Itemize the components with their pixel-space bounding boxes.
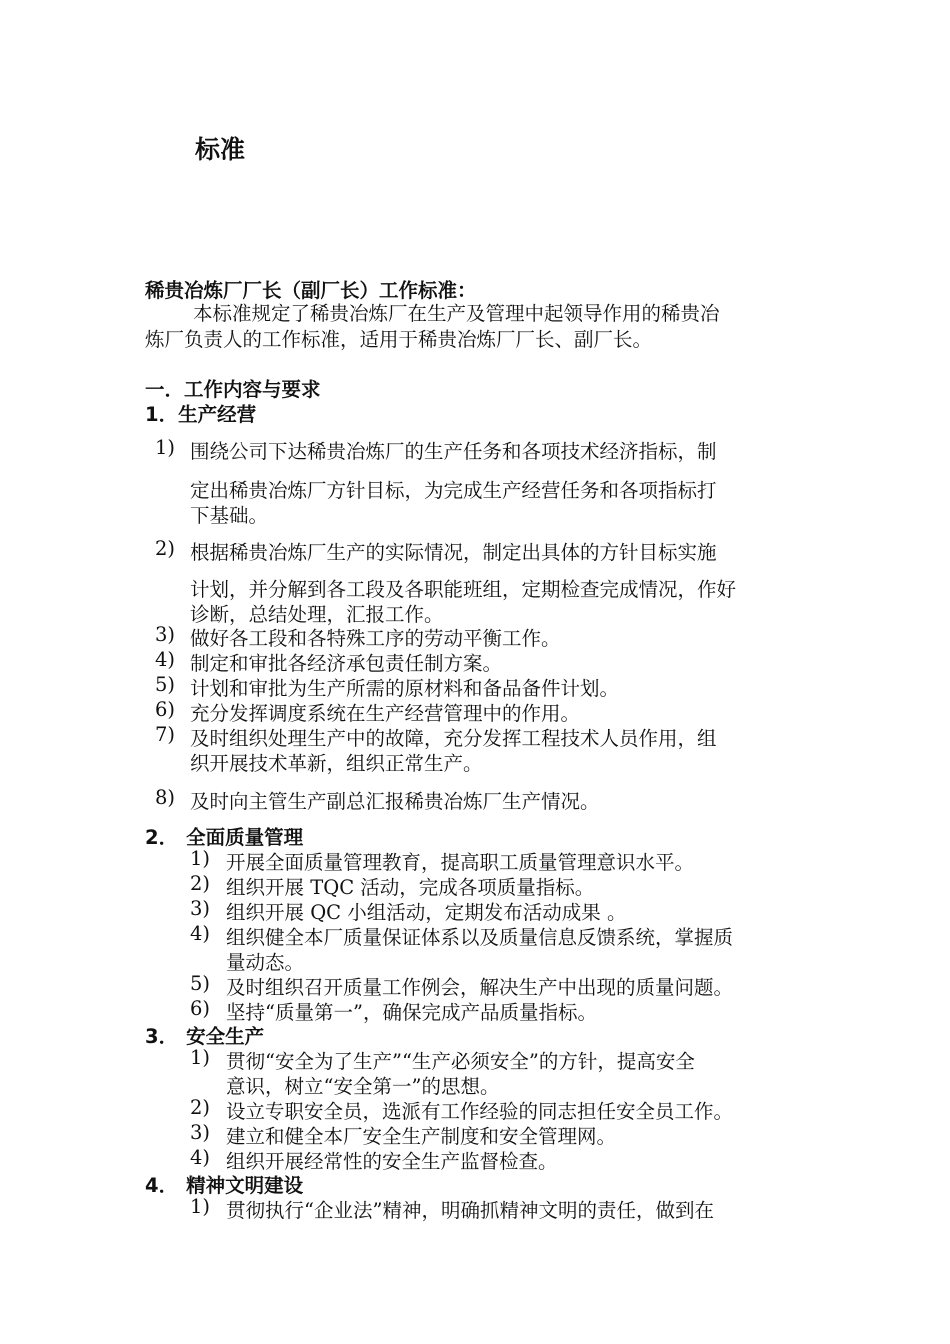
item-number: 3) <box>189 897 210 920</box>
part-heading: 一．工作内容与要求 <box>145 378 321 401</box>
item-text-line: 制定和审批各经济承包责任制方案。 <box>190 652 503 675</box>
item-number: 2) <box>189 1096 210 1119</box>
item-text-line: 量动态。 <box>226 951 305 974</box>
item-number: 4) <box>154 648 175 671</box>
item-number: 1) <box>154 436 175 459</box>
item-text-line: 及时组织处理生产中的故障，充分发挥工程技术人员作用，组 <box>190 727 717 750</box>
item-text-line: 建立和健全本厂安全生产制度和安全管理网。 <box>226 1125 617 1148</box>
item-number: 7) <box>154 723 175 746</box>
item-number: 5) <box>189 972 210 995</box>
item-number: 4) <box>189 922 210 945</box>
item-number: 6) <box>189 997 210 1020</box>
item-text-line: 诊断，总结处理，汇报工作。 <box>190 603 444 626</box>
item-text-line: 意识，树立“安全第一”的思想。 <box>226 1075 500 1098</box>
item-number: 6) <box>154 698 175 721</box>
item-text-line: 贯彻“安全为了生产”“生产必须安全”的方针，提高安全 <box>226 1050 695 1073</box>
item-text-line: 下基础。 <box>190 504 269 527</box>
intro-line-1: 本标准规定了稀贵冶炼厂在生产及管理中起领导作用的稀贵冶 <box>193 302 720 325</box>
item-number: 8) <box>154 786 175 809</box>
section-number: 4． <box>145 1174 179 1197</box>
item-text-line: 计划，并分解到各工段及各职能班组，定期检查完成情况，作好 <box>190 578 737 601</box>
section-heading <box>145 1021 264 1049</box>
item-text-line: 定出稀贵冶炼厂方针目标，为完成生产经营任务和各项指标打 <box>190 479 717 502</box>
item-number: 1) <box>189 1195 210 1218</box>
item-number: 3) <box>189 1121 210 1144</box>
item-text-line: 设立专职安全员，选派有工作经验的同志担任安全员工作。 <box>226 1100 734 1123</box>
item-number: 4) <box>189 1146 210 1169</box>
section-number: 3． <box>145 1025 179 1048</box>
item-text-line: 计划和审批为生产所需的原材料和备品备件计划。 <box>190 677 620 700</box>
item-number: 5) <box>154 673 175 696</box>
section-title: 全面质量管理 <box>186 826 304 849</box>
item-text-line: 贯彻执行“企业法”精神，明确抓精神文明的责任，做到在 <box>226 1199 714 1222</box>
item-text-line: 充分发挥调度系统在生产经营管理中的作用。 <box>190 702 581 725</box>
item-text-line: 做好各工段和各特殊工序的劳动平衡工作。 <box>190 627 561 650</box>
item-text-line: 组织开展经常性的安全生产监督检查。 <box>226 1150 558 1173</box>
item-text-line: 及时组织召开质量工作例会，解决生产中出现的质量问题。 <box>226 976 734 999</box>
item-text-line: 织开展技术革新，组织正常生产。 <box>190 752 483 775</box>
item-text-line: 开展全面质量管理教育，提高职工质量管理意识水平。 <box>226 851 695 874</box>
item-text-line: 围绕公司下达稀贵冶炼厂的生产任务和各项技术经济指标，制 <box>190 440 717 463</box>
item-text-line: 根据稀贵冶炼厂生产的实际情况，制定出具体的方针目标实施 <box>190 541 717 564</box>
document-subtitle: 稀贵冶炼厂厂长（副厂长）工作标准： <box>145 279 477 302</box>
item-text-line: 组织开展 QC 小组活动，定期发布活动成果 。 <box>226 901 627 924</box>
item-number: 2) <box>154 537 175 560</box>
item-text-line: 组织健全本厂质量保证体系以及质量信息反馈系统，掌握质 <box>226 926 734 949</box>
intro-line-2: 炼厂负责人的工作标准，适用于稀贵冶炼厂厂长、副厂长。 <box>145 328 653 351</box>
section-number: 1． <box>145 403 179 426</box>
section-title: 精神文明建设 <box>186 1174 304 1197</box>
section-heading <box>145 1170 303 1198</box>
item-text-line: 及时向主管生产副总汇报稀贵冶炼厂生产情况。 <box>190 790 600 813</box>
item-number: 1) <box>189 847 210 870</box>
section-title: 生产经营 <box>178 403 257 426</box>
item-number: 1) <box>189 1046 210 1069</box>
item-text-line: 组织开展 TQC 活动，完成各项质量指标。 <box>226 876 595 899</box>
section-title: 安全生产 <box>186 1025 265 1048</box>
section-number: 2． <box>145 826 179 849</box>
section-heading <box>145 399 256 427</box>
item-text-line: 坚持“质量第一”，确保完成产品质量指标。 <box>226 1001 597 1024</box>
item-number: 3) <box>154 623 175 646</box>
page-title: 标准 <box>195 135 246 164</box>
item-number: 2) <box>189 872 210 895</box>
section-heading <box>145 822 303 850</box>
